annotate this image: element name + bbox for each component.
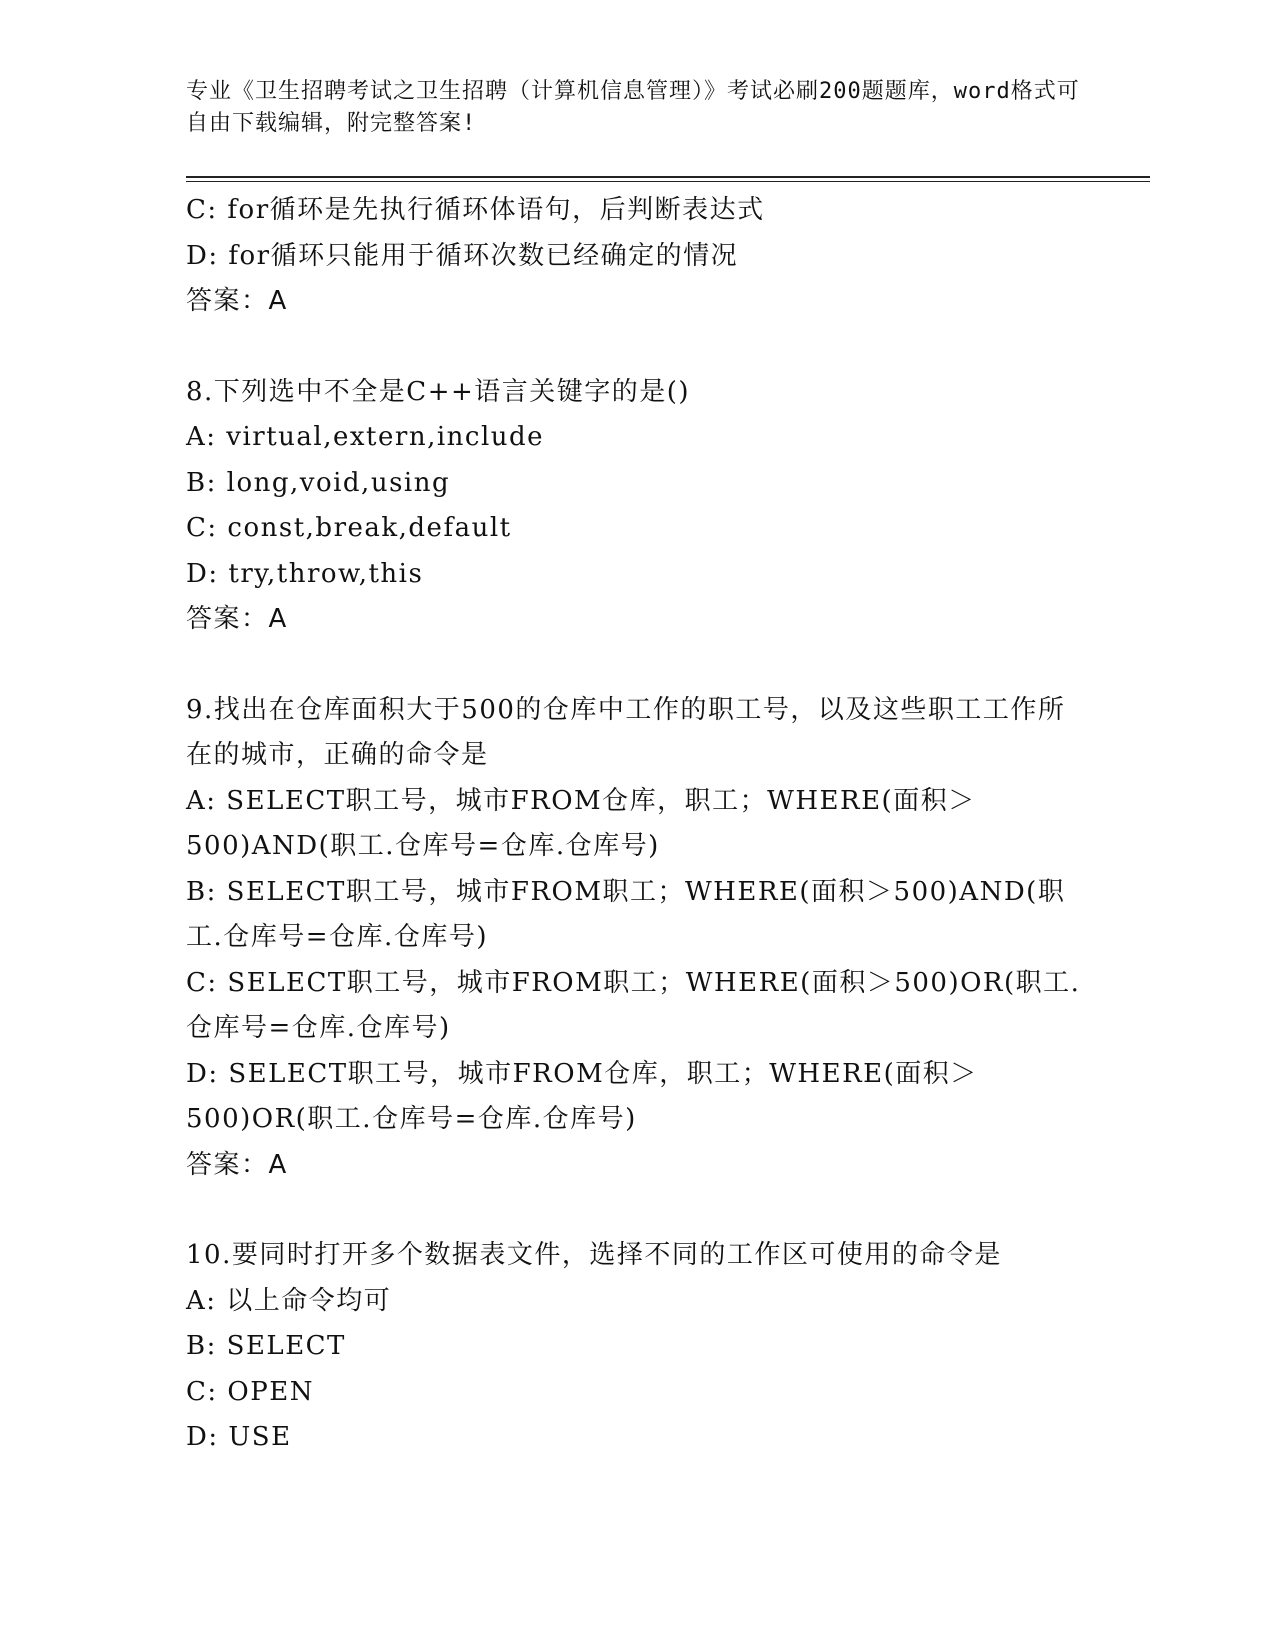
q9-answer: 答案：A bbox=[186, 1149, 288, 1180]
q7-option-c: C: for循环是先执行循环体语句，后判断表达式 bbox=[186, 195, 765, 225]
q8-option-b: B: long,void,using bbox=[186, 467, 451, 498]
q8-option-d: D: try,throw,this bbox=[186, 558, 424, 589]
header-rule bbox=[186, 176, 1150, 178]
q10-option-d: D: USE bbox=[186, 1422, 292, 1452]
q10-option-b: B: SELECT bbox=[186, 1331, 346, 1361]
q7-answer: 答案：A bbox=[186, 286, 288, 316]
q8-answer: 答案：A bbox=[186, 604, 288, 634]
q10-option-a: A: 以上命令均可 bbox=[186, 1285, 392, 1316]
q9-option-d: D: SELECT职工号，城市FROM仓库，职工；WHERE(面积＞500)OR(职工.仓库号=仓库.仓库号) bbox=[186, 1058, 978, 1134]
document-body bbox=[186, 188, 1086, 1461]
header-rule-thin bbox=[186, 181, 1150, 182]
q8-stem: 8.下列选中不全是C++语言关键字的是() bbox=[186, 376, 691, 407]
q7-option-d: D: for循环只能用于循环次数已经确定的情况 bbox=[186, 240, 739, 271]
q9-stem: 9.找出在仓库面积大于500的仓库中工作的职工号，以及这些职工工作所在的城市，正确的命令是 bbox=[186, 694, 1066, 770]
q9-option-a: A: SELECT职工号，城市FROM仓库，职工；WHERE(面积＞500)AND(职工.仓库号=仓库.仓库号) bbox=[186, 785, 976, 861]
document-header: 专业《卫生招聘考试之卫生招聘（计算机信息管理）》考试必刷200题题库，word格式可自由下载编辑，附完整答案! bbox=[186, 79, 1080, 136]
q10-option-c: C: OPEN bbox=[186, 1376, 314, 1407]
q10-stem: 10.要同时打开多个数据表文件，选择不同的工作区可使用的命令是 bbox=[186, 1240, 1002, 1270]
q8-option-c: C: const,break,default bbox=[186, 513, 512, 543]
spacer bbox=[186, 643, 1086, 688]
spacer bbox=[186, 1188, 1086, 1233]
q9-option-b: B: SELECT职工号，城市FROM职工；WHERE(面积＞500)AND(职工.仓库号=仓库.仓库号) bbox=[186, 876, 1066, 952]
spacer bbox=[186, 325, 1086, 370]
q9-option-c: C: SELECT职工号，城市FROM职工；WHERE(面积＞500)OR(职工.仓库号=仓库.仓库号) bbox=[186, 967, 1081, 1043]
q8-option-a: A: virtual,extern,include bbox=[186, 422, 545, 452]
